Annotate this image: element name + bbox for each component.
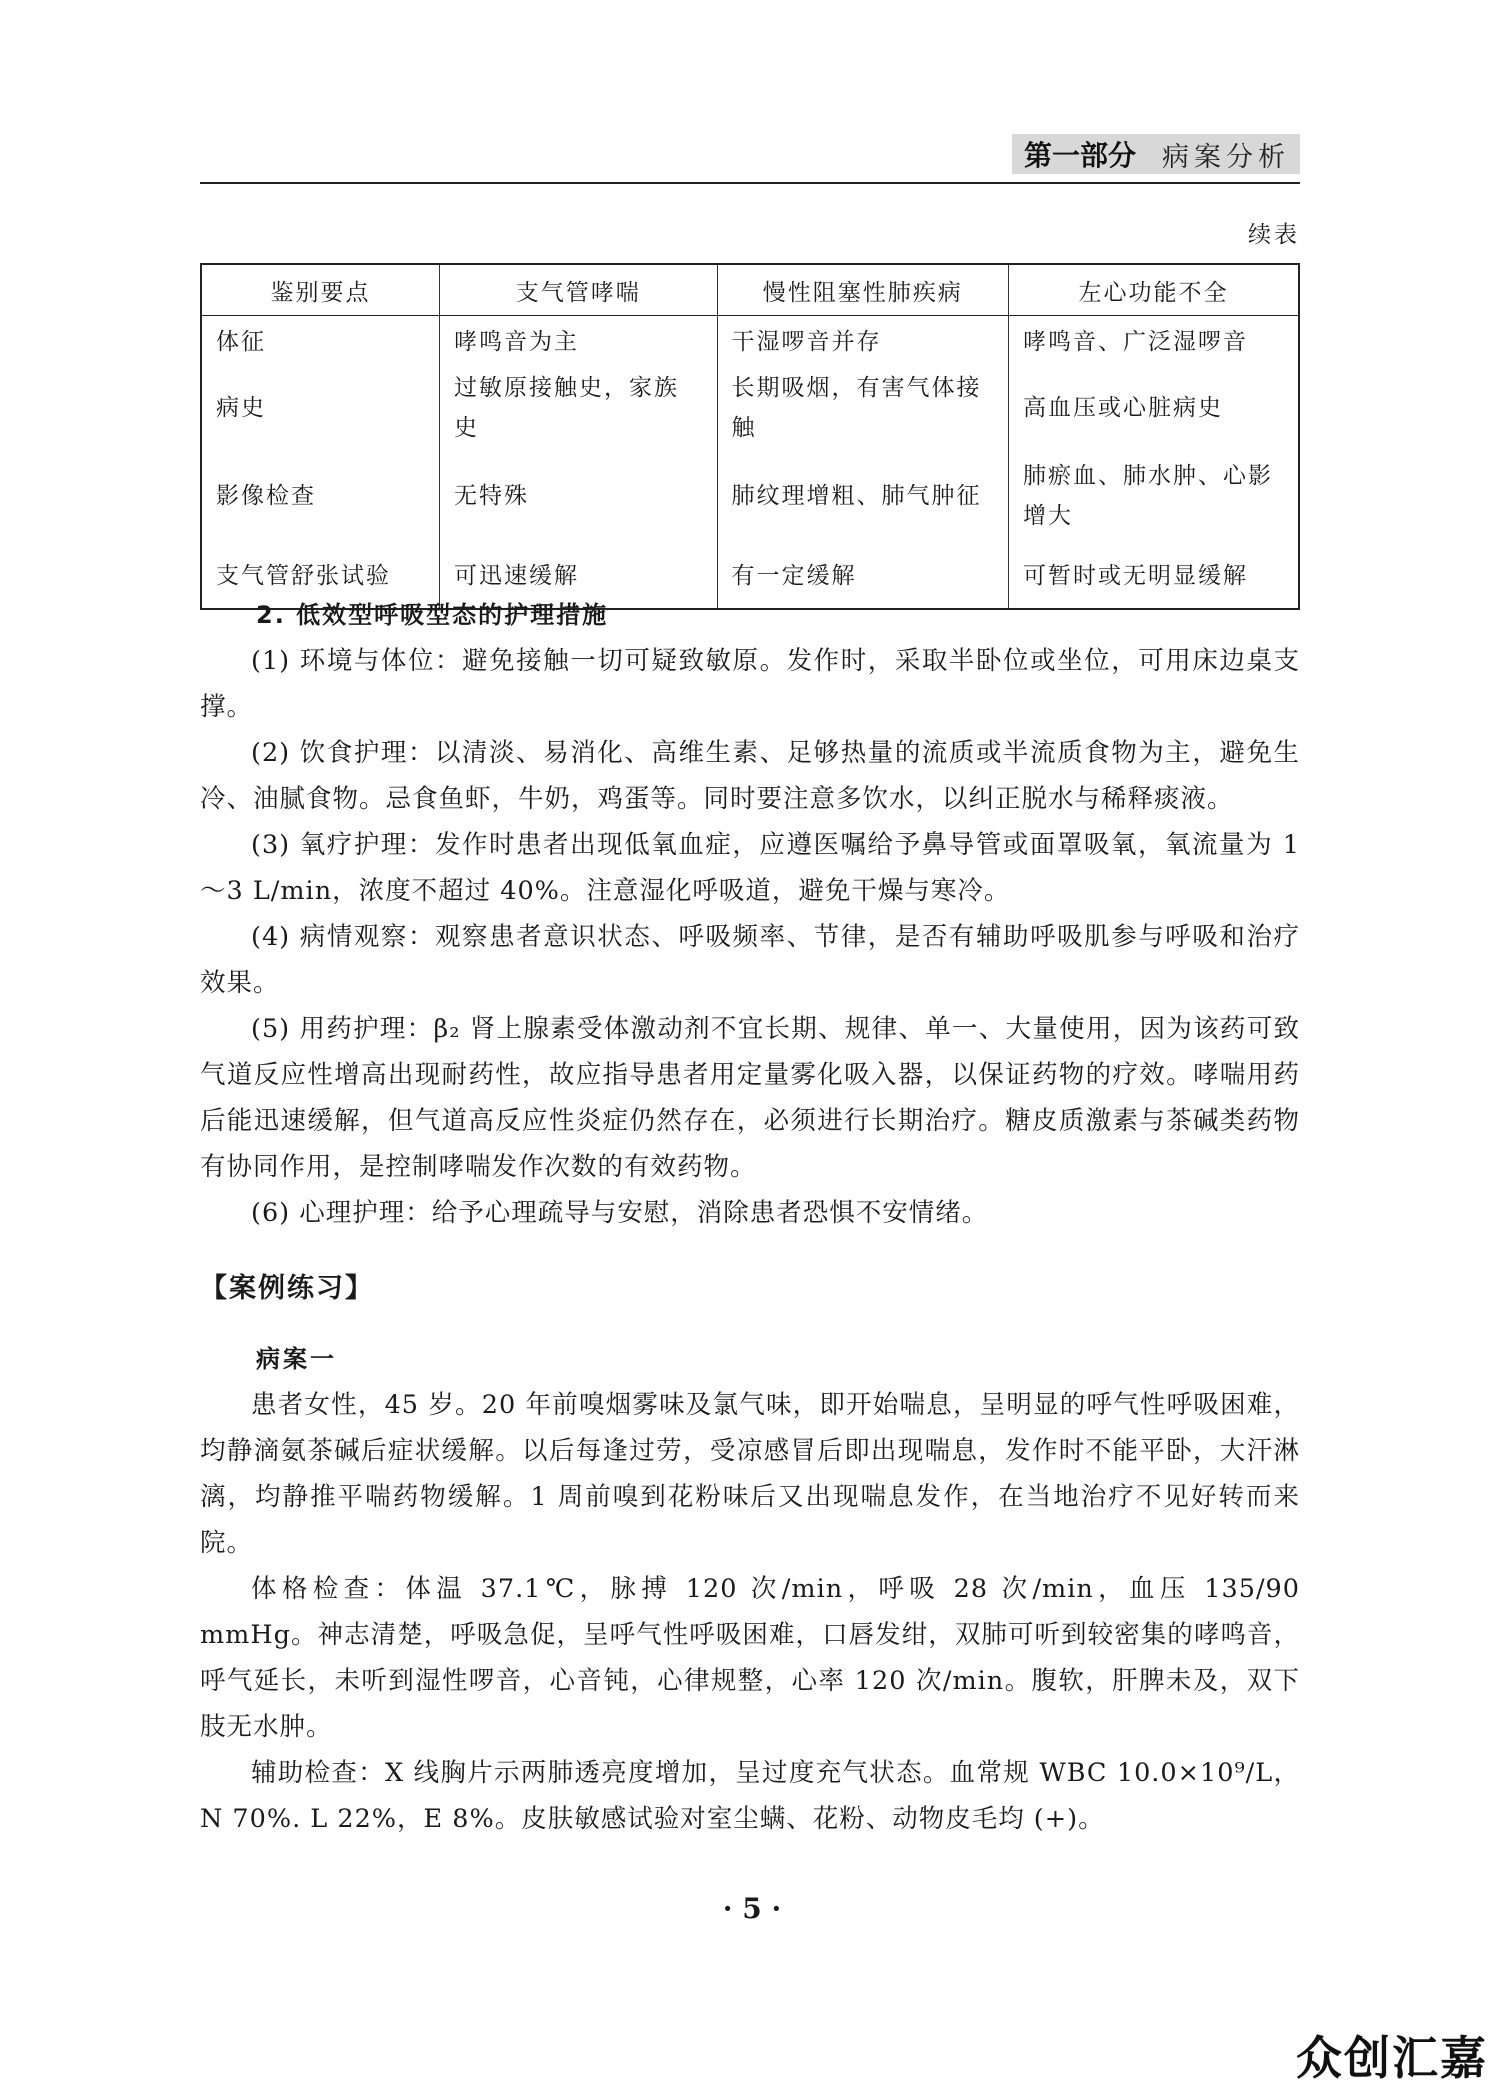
table-cell: 过敏原接触史，家族史 (440, 368, 718, 448)
table-cell: 有一定缓解 (717, 544, 1008, 609)
continued-table-label: 续表 (1248, 222, 1300, 248)
table-header-cell: 左心功能不全 (1009, 264, 1300, 316)
table-cell: 可暂时或无明显缓解 (1009, 544, 1300, 609)
table-cell: 体征 (201, 316, 440, 369)
table-row (201, 448, 1299, 544)
table-cell: 哮鸣音、广泛湿啰音 (1009, 316, 1300, 369)
header-divider (200, 182, 1300, 184)
table-row (201, 316, 1299, 369)
nursing-paragraph: (5) 用药护理：β₂ 肾上腺素受体激动剂不宜长期、规律、单一、大量使用，因为该药可致气道反应性增高出现耐药性，故应指导患者用定量雾化吸入器，以保证药物的疗效。哮喘用药后能迅速缓解，但气道高反应性炎症仍然存在，必须进行长期治疗。糖皮质激素与茶碱类药物有协同作用，是控制哮喘发作次数的有效药物。 (200, 1014, 1300, 1182)
table-cell: 高血压或心脏病史 (1009, 368, 1300, 448)
table-header-row (201, 264, 1299, 316)
case-title: 病案一 (256, 1345, 337, 1373)
table-cell: 长期吸烟，有害气体接触 (717, 368, 1008, 448)
nursing-paragraph: (1) 环境与体位：避免接触一切可疑致敏原。发作时，采取半卧位或坐位，可用床边桌支撑。 (200, 646, 1300, 722)
table-cell: 肺瘀血、肺水肿、心影增大 (1009, 448, 1300, 544)
table-cell: 可迅速缓解 (440, 544, 718, 609)
nursing-paragraph: (3) 氧疗护理：发作时患者出现低氧血症，应遵医嘱给予鼻导管或面罩吸氧，氧流量为 1～3 L/min，浓度不超过 40%。注意湿化呼吸道，避免干燥与寒冷。 (200, 830, 1300, 906)
body-content (200, 592, 1300, 1842)
table-header-cell: 支气管哮喘 (440, 264, 718, 316)
case-paragraph: 患者女性，45 岁。20 年前嗅烟雾味及氯气味，即开始喘息，呈明显的呼气性呼吸困难，均静滴氨茶碱后症状缓解。以后每逢过劳，受凉感冒后即出现喘息，发作时不能平卧，大汗淋漓，均静推平喘药物缓解。1 周前嗅到花粉味后又出现喘息发作，在当地治疗不见好转而来院。 (200, 1390, 1300, 1558)
table-cell: 支气管舒张试验 (201, 544, 440, 609)
table-cell: 干湿啰音并存 (717, 316, 1008, 369)
table-cell: 无特殊 (440, 448, 718, 544)
nursing-paragraph: (4) 病情观察：观察患者意识状态、呼吸频率、节律，是否有辅助呼吸肌参与呼吸和治疗效果。 (200, 922, 1300, 998)
nursing-paragraph: (6) 心理护理：给予心理疏导与安慰，消除患者恐惧不安情绪。 (251, 1198, 989, 1228)
table-row (201, 368, 1299, 448)
nursing-paragraph: (2) 饮食护理：以清淡、易消化、高维生素、足够热量的流质或半流质食物为主，避免生冷、油腻食物。忌食鱼虾，牛奶，鸡蛋等。同时要注意多饮水，以纠正脱水与稀释痰液。 (200, 738, 1300, 814)
case-paragraph: 辅助检查：X 线胸片示两肺透亮度增加，呈过度充气状态。血常规 WBC 10.0×10⁹/L，N 70%. L 22%，E 8%。皮肤敏感试验对室尘螨、花粉、动物皮毛均 (+)。 (200, 1758, 1300, 1834)
table-header-cell: 慢性阻塞性肺疾病 (717, 264, 1008, 316)
table-cell: 哮鸣音为主 (440, 316, 718, 369)
table-cell: 病史 (201, 368, 440, 448)
table-cell: 影像检查 (201, 448, 440, 544)
header-title-box (1012, 134, 1300, 174)
header-section-label: 病案分析 (1162, 141, 1290, 173)
header-part-label: 第一部分 (1023, 139, 1136, 172)
section-heading: 2. 低效型呼吸型态的护理措施 (256, 601, 609, 629)
differential-diagnosis-table (200, 263, 1300, 610)
case-paragraph: 体格检查：体温 37.1℃，脉搏 120 次/min，呼吸 28 次/min，血压 135/90 mmHg。神志清楚，呼吸急促，呈呼气性呼吸困难，口唇发绀，双肺可听到较密集的哮鸣音，呼气延长，未听到湿性啰音，心音钝，心律规整，心率 120 次/min。腹软，肝脾未及，双下肢无水肿。 (200, 1574, 1300, 1742)
page-number: · 5 · (722, 1892, 782, 1925)
watermark-logo: 众创汇嘉 (1296, 2031, 1488, 2085)
running-header (200, 120, 1300, 184)
table-header-cell: 鉴别要点 (201, 264, 440, 316)
practice-heading: 【案例练习】 (200, 1273, 374, 1304)
table-cell: 肺纹理增粗、肺气肿征 (717, 448, 1008, 544)
